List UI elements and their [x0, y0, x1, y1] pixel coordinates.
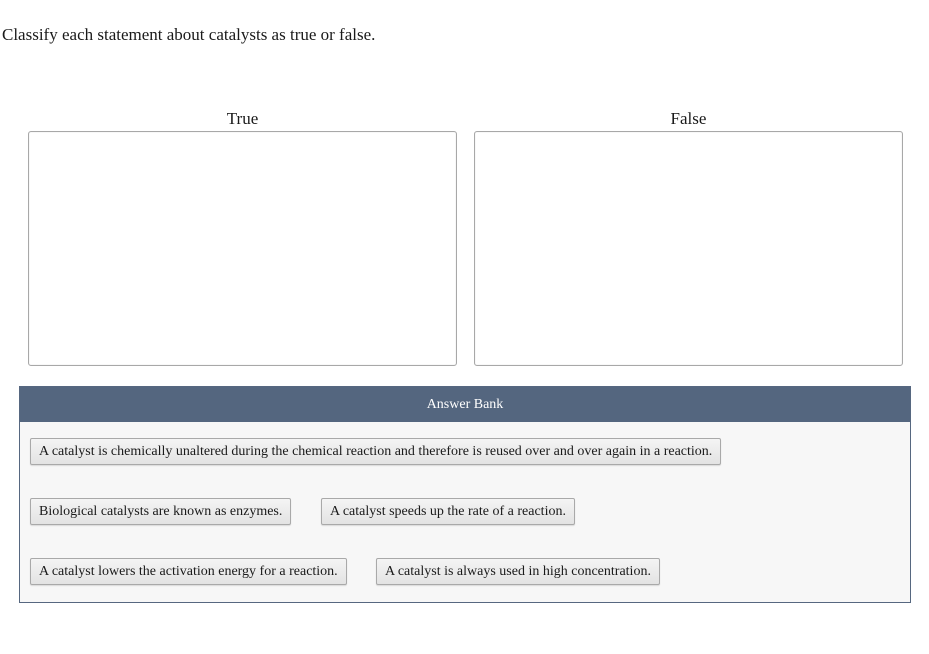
answer-chip-unaltered[interactable]: A catalyst is chemically unaltered during the chemical reaction and therefore is reused over and over again in a reaction. [30, 438, 721, 465]
true-drop-zone[interactable] [28, 131, 457, 366]
answer-chip-activation-energy[interactable]: A catalyst lowers the activation energy for a reaction. [30, 558, 347, 585]
answer-chip-enzymes[interactable]: Biological catalysts are known as enzymes. [30, 498, 291, 525]
answer-bank [19, 386, 911, 603]
answer-chip-high-concentration[interactable]: A catalyst is always used in high concentration. [376, 558, 660, 585]
answer-bank-title: Answer Bank [20, 387, 910, 422]
question-prompt: Classify each statement about catalysts as true or false. [2, 25, 376, 44]
false-bin-label: False [670, 109, 707, 128]
answer-chip-speeds-rate[interactable]: A catalyst speeds up the rate of a reaction. [321, 498, 575, 525]
false-drop-zone[interactable] [474, 131, 903, 366]
true-bin-label: True [226, 109, 259, 128]
